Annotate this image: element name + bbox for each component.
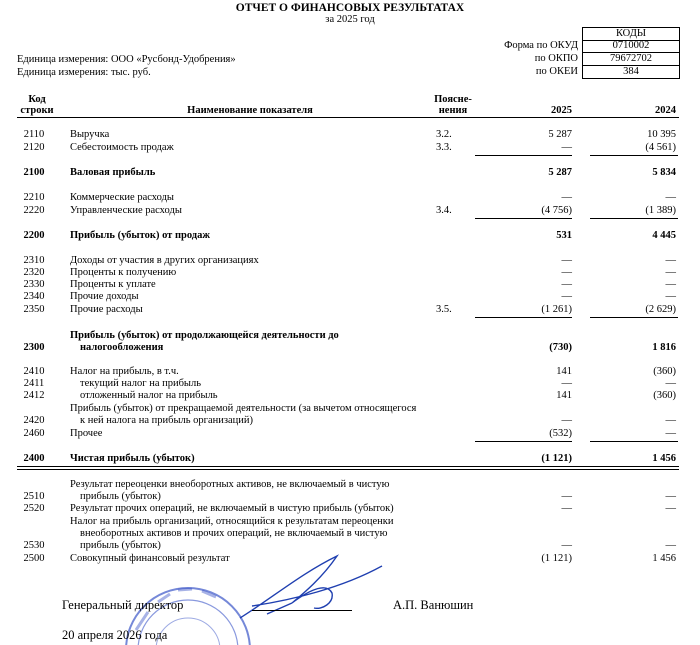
unit-line: Единица измерения: тыс. руб. bbox=[17, 67, 151, 78]
net-profit-double-rule bbox=[17, 466, 679, 470]
okud-label: Форма по ОКУД bbox=[504, 40, 578, 51]
signature-date: 20 апреля 2026 года bbox=[62, 628, 168, 642]
signature-scribble-icon bbox=[232, 548, 392, 623]
header-name: Наименование показателя bbox=[187, 105, 313, 116]
subtotal-rule bbox=[590, 218, 678, 219]
subtotal-rule bbox=[590, 317, 678, 318]
header-2025: 2025 bbox=[551, 105, 572, 116]
report-period: за 2025 год bbox=[325, 14, 375, 25]
okei-label: по ОКЕИ bbox=[535, 66, 578, 77]
signature-line bbox=[252, 610, 352, 611]
signatory-position: Генеральный директор bbox=[62, 598, 184, 612]
header-code-l1: Код bbox=[28, 94, 46, 105]
subtotal-rule bbox=[475, 441, 572, 442]
okpo-value: 79672702 bbox=[582, 53, 680, 66]
header-code-l2: строки bbox=[20, 105, 54, 116]
signatory-name: А.П. Ванюшин bbox=[393, 598, 474, 612]
okud-value: 0710002 bbox=[582, 40, 680, 53]
subtotal-rule bbox=[475, 155, 572, 156]
subtotal-rule bbox=[475, 218, 572, 219]
codes-title: КОДЫ bbox=[582, 27, 680, 41]
report-title: ОТЧЕТ О ФИНАНСОВЫХ РЕЗУЛЬТАТАХ bbox=[235, 2, 465, 14]
okpo-label: по ОКПО bbox=[534, 53, 578, 64]
subtotal-rule bbox=[475, 317, 572, 318]
organization-line: Единица измерения: ООО «Русбонд-Удобрения» bbox=[17, 54, 236, 65]
header-2024: 2024 bbox=[655, 105, 676, 116]
header-note-l2: нения bbox=[438, 105, 468, 116]
subtotal-rule bbox=[590, 155, 678, 156]
okei-value: 384 bbox=[582, 66, 680, 79]
header-note-l1: Поясне- bbox=[434, 94, 472, 105]
subtotal-rule bbox=[590, 441, 678, 442]
header-rule bbox=[17, 117, 679, 118]
